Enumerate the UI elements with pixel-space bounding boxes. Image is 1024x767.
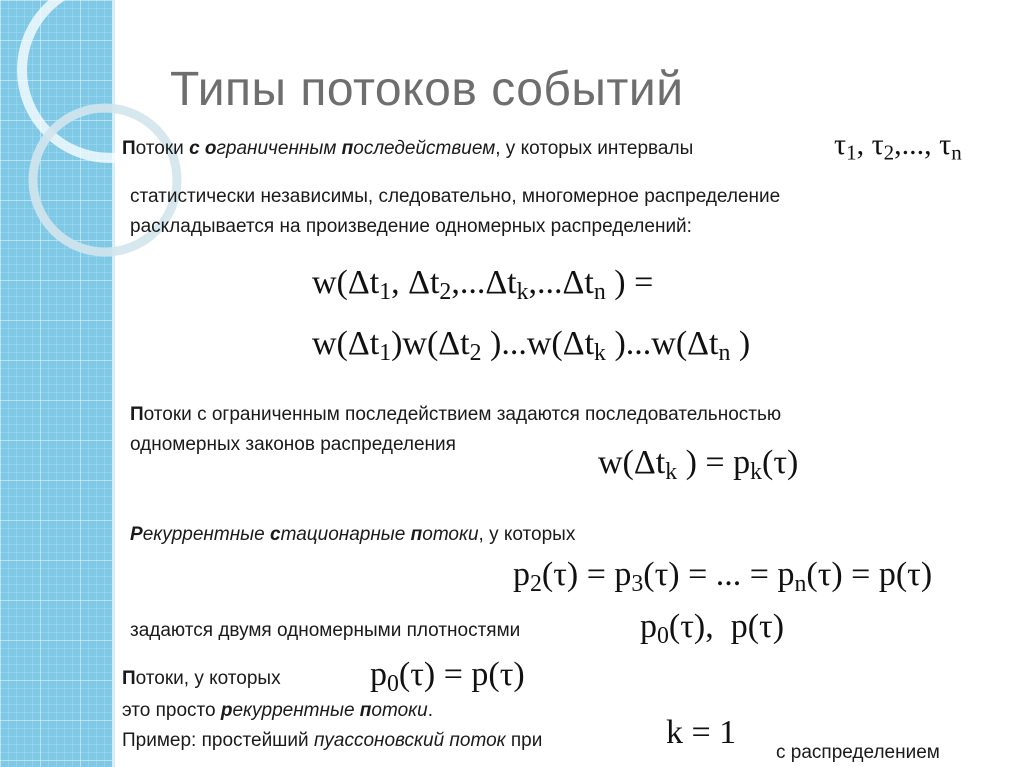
formula-k-equals-1: k = 1 — [666, 714, 737, 751]
paragraph-recurrent-note: это просто рекуррентные потоки. — [122, 700, 433, 721]
formula-p0-equals-p: $p_0(\tau) = p(\tau)$ — [370, 656, 525, 697]
formula-two-densities: $p_0(\tau)$, p(τ) — [640, 608, 785, 649]
page-title: Типы потоков событий — [170, 63, 684, 116]
formula-one-dimensional-law: $w(\Delta t_k$ ) = $p_k(\tau)$ — [598, 444, 799, 485]
paragraph-sequence-line-1: Потоки с ограниченным последействием задаются последовательностью — [130, 404, 782, 425]
formula-equal-densities: $p_2(\tau) = p_3(\tau)$ = ... = $p_n(\tau) = p(\tau)$ — [513, 556, 933, 597]
paragraph-simple-recurrent: Потоки, у которых — [122, 668, 281, 689]
formula-product-distribution: $w(\Delta t_1)w(\Delta t_2$ )$...w(\Delta t_k$ )$...w(\Delta t_n$ ) — [312, 325, 751, 366]
paragraph-two-densities: задаются двумя одномерными плотностями — [130, 620, 521, 641]
paragraph-example: Пример: простейший пуассоновский поток при — [122, 730, 543, 751]
paragraph-line-2: статистически независимы, следовательно, многомерное распределение — [130, 186, 781, 207]
paragraph-recurrent-stationary: Рекуррентные стационарные потоки, у которых — [130, 524, 576, 545]
paragraph-sequence-line-2: одномерных законов распределения — [130, 434, 456, 455]
paragraph-with-distribution: с распределением — [776, 742, 940, 763]
formula-joint-distribution: $w(\Delta t_1$, $\Delta t_2,...\Delta t_k,...\Delta t_n$ ) = — [312, 264, 654, 305]
paragraph-line-3: раскладывается на произведение одномерных распределений: — [130, 216, 692, 237]
formula-intervals: $\tau_1$, $\tau_2$,..., $\tau_n$ — [834, 128, 962, 165]
paragraph-limited-aftereffect: Потоки с ограниченным последействием, у которых интервалы — [122, 138, 694, 159]
